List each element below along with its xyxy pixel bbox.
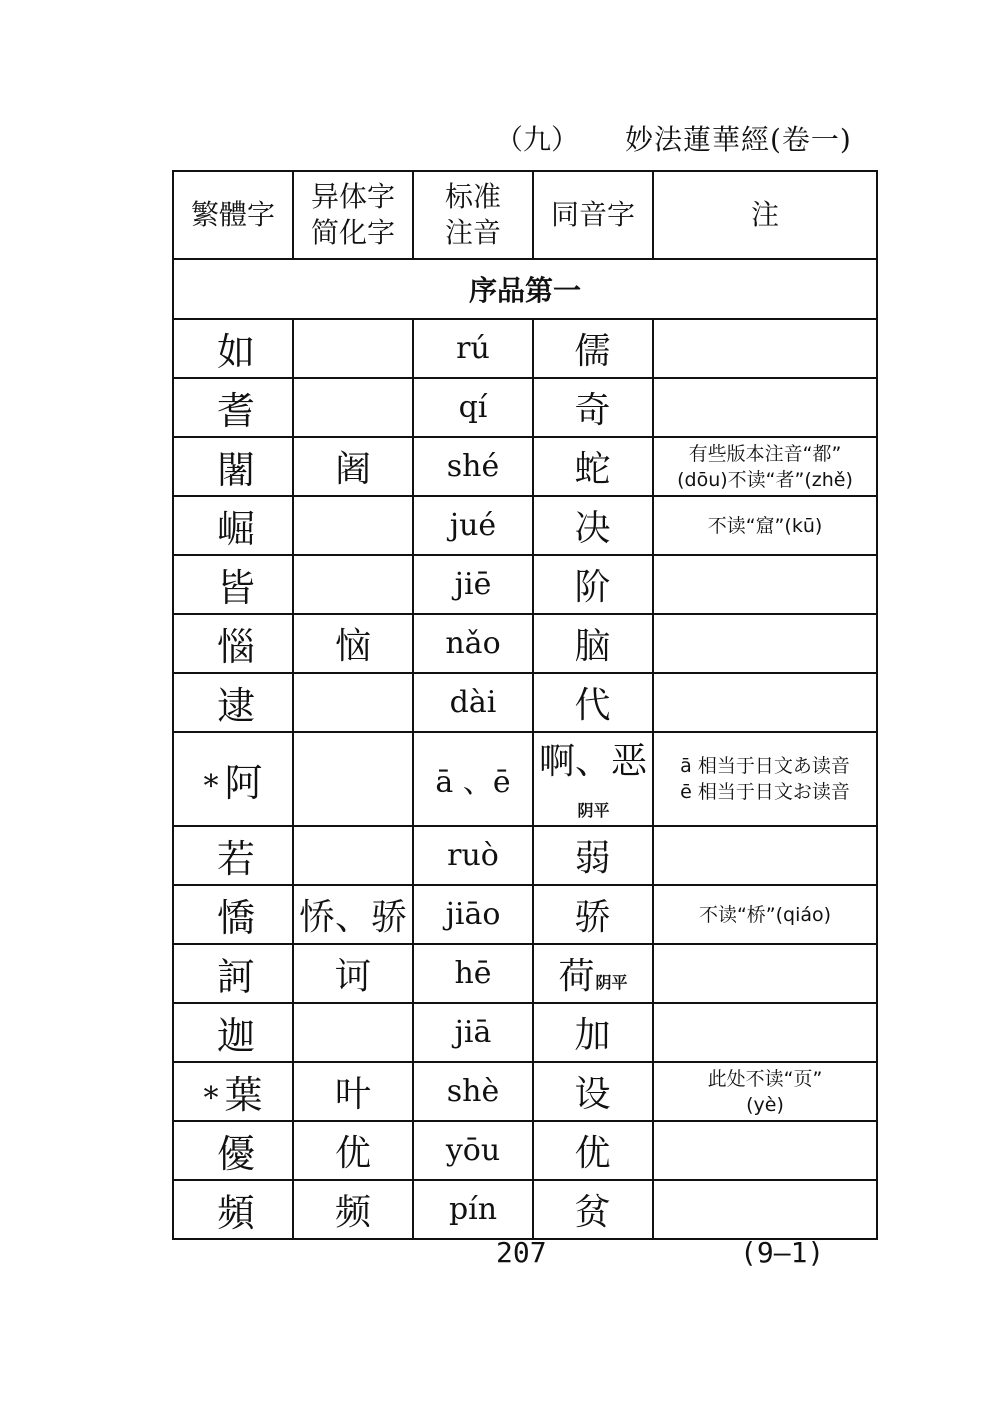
homophone-char: 啊、恶 bbox=[538, 741, 647, 782]
variant-cell bbox=[293, 1003, 413, 1062]
note-cell bbox=[653, 319, 877, 378]
homophone-cell bbox=[533, 944, 653, 1003]
homophone-char: 设 bbox=[574, 1074, 611, 1115]
homophone-char: 贫 bbox=[574, 1192, 611, 1233]
traditional-cell bbox=[173, 496, 293, 555]
pinyin-text: jiāo bbox=[445, 897, 501, 932]
variant-cell bbox=[293, 1180, 413, 1239]
table-row bbox=[173, 319, 877, 378]
note-text: 不读“窟”(kū) bbox=[707, 514, 823, 537]
variant-char: 㤭、骄 bbox=[298, 897, 407, 938]
table-row bbox=[173, 944, 877, 1003]
homophone-char: 荷 bbox=[558, 956, 595, 997]
note-cell bbox=[653, 555, 877, 614]
homophone-char: 蛇 bbox=[574, 449, 611, 490]
homophone-char: 优 bbox=[574, 1133, 611, 1174]
pinyin-text: nǎo bbox=[445, 626, 501, 661]
pronunciation-table bbox=[172, 170, 878, 1240]
note-cell bbox=[653, 496, 877, 555]
variant-cell bbox=[293, 319, 413, 378]
homophone-cell bbox=[533, 732, 653, 826]
note-text: 此处不读“页” (yè) bbox=[707, 1067, 823, 1116]
pinyin-cell bbox=[413, 826, 533, 885]
note-text: ā 相当于日文あ读音 ē 相当于日文お读音 bbox=[680, 755, 850, 803]
note-cell bbox=[653, 732, 877, 826]
traditional-char: 惱 bbox=[216, 625, 255, 669]
pinyin-cell bbox=[413, 555, 533, 614]
traditional-cell bbox=[173, 319, 293, 378]
variant-cell bbox=[293, 1062, 413, 1121]
traditional-char: 若 bbox=[216, 837, 255, 881]
variant-char: 恼 bbox=[334, 626, 371, 667]
variant-char: 叶 bbox=[334, 1074, 371, 1115]
traditional-cell bbox=[173, 885, 293, 944]
note-cell bbox=[653, 944, 877, 1003]
traditional-char: 逮 bbox=[216, 684, 255, 728]
variant-char: 诃 bbox=[334, 956, 371, 997]
note-cell bbox=[653, 614, 877, 673]
homophone-char: 儒 bbox=[574, 331, 611, 372]
traditional-char: 葉 bbox=[224, 1073, 263, 1117]
traditional-cell bbox=[173, 1003, 293, 1062]
note-cell bbox=[653, 1062, 877, 1121]
traditional-char: 皆 bbox=[216, 566, 255, 610]
page-number: 207 bbox=[496, 1236, 547, 1269]
homophone-cell bbox=[533, 826, 653, 885]
star-marker: * bbox=[203, 1081, 219, 1116]
section-number: （九） bbox=[495, 123, 580, 156]
pinyin-cell bbox=[413, 944, 533, 1003]
table-row bbox=[173, 673, 877, 732]
note-cell bbox=[653, 437, 877, 496]
homophone-char: 加 bbox=[574, 1015, 611, 1056]
traditional-cell bbox=[173, 1062, 293, 1121]
note-cell bbox=[653, 885, 877, 944]
variant-cell bbox=[293, 496, 413, 555]
homophone-cell bbox=[533, 555, 653, 614]
table-row bbox=[173, 885, 877, 944]
table-row bbox=[173, 614, 877, 673]
variant-char: 频 bbox=[334, 1192, 371, 1233]
pinyin-cell bbox=[413, 673, 533, 732]
homophone-char: 奇 bbox=[574, 390, 611, 431]
note-cell bbox=[653, 673, 877, 732]
homophone-char: 代 bbox=[574, 685, 611, 726]
pinyin-text: jiā bbox=[454, 1015, 492, 1050]
traditional-cell bbox=[173, 1121, 293, 1180]
homophone-cell bbox=[533, 1180, 653, 1239]
note-cell bbox=[653, 1003, 877, 1062]
variant-cell bbox=[293, 378, 413, 437]
pinyin-text: qí bbox=[458, 390, 488, 425]
variant-cell bbox=[293, 944, 413, 1003]
note-text: 有些版本注音“都” (dōu)不读“者”(zhě) bbox=[677, 442, 853, 491]
pinyin-cell bbox=[413, 1062, 533, 1121]
page-header bbox=[0, 118, 992, 158]
pinyin-text: shè bbox=[446, 1074, 500, 1109]
homophone-cell bbox=[533, 614, 653, 673]
homophone-char: 决 bbox=[574, 508, 611, 549]
pinyin-cell bbox=[413, 614, 533, 673]
traditional-cell bbox=[173, 1180, 293, 1239]
pinyin-text: jiē bbox=[454, 567, 492, 602]
homophone-cell bbox=[533, 319, 653, 378]
note-text: 不读“桥”(qiáo) bbox=[698, 903, 832, 926]
traditional-char: 憍 bbox=[216, 896, 255, 940]
table-row bbox=[173, 1121, 877, 1180]
homophone-cell bbox=[533, 885, 653, 944]
table-row bbox=[173, 1062, 877, 1121]
note-cell bbox=[653, 1180, 877, 1239]
traditional-char: 如 bbox=[216, 330, 255, 374]
table-row bbox=[173, 555, 877, 614]
pinyin-text: ā 、ē bbox=[435, 765, 511, 800]
traditional-char: 迦 bbox=[216, 1014, 255, 1058]
column-header: 同音字 bbox=[533, 171, 653, 259]
column-header: 标准 注音 bbox=[413, 171, 533, 259]
tone-note: 阴平 bbox=[577, 801, 610, 820]
pinyin-cell bbox=[413, 1121, 533, 1180]
column-header: 注 bbox=[653, 171, 877, 259]
section-heading: 序品第一 bbox=[173, 259, 877, 319]
variant-cell bbox=[293, 437, 413, 496]
homophone-cell bbox=[533, 378, 653, 437]
page-code: (9—1) bbox=[740, 1236, 825, 1269]
homophone-cell bbox=[533, 1003, 653, 1062]
homophone-cell bbox=[533, 673, 653, 732]
traditional-char: 頻 bbox=[216, 1191, 255, 1235]
pinyin-text: ruò bbox=[447, 838, 499, 873]
table-row bbox=[173, 826, 877, 885]
homophone-char: 骄 bbox=[574, 897, 611, 938]
table-header-row bbox=[173, 171, 877, 259]
variant-cell bbox=[293, 826, 413, 885]
homophone-cell bbox=[533, 1121, 653, 1180]
pinyin-text: yōu bbox=[445, 1133, 501, 1168]
homophone-char: 弱 bbox=[574, 838, 611, 879]
column-header: 繁體字 bbox=[173, 171, 293, 259]
pinyin-text: hē bbox=[454, 956, 492, 991]
traditional-char: 耆 bbox=[216, 389, 255, 433]
star-marker: * bbox=[203, 768, 219, 804]
traditional-char: 優 bbox=[216, 1132, 255, 1176]
traditional-cell bbox=[173, 673, 293, 732]
traditional-cell bbox=[173, 944, 293, 1003]
traditional-cell bbox=[173, 555, 293, 614]
scripture-title: 妙法蓮華經(卷一) bbox=[625, 123, 852, 156]
pinyin-cell bbox=[413, 1003, 533, 1062]
pinyin-cell bbox=[413, 437, 533, 496]
variant-char: 优 bbox=[334, 1133, 371, 1174]
pinyin-cell bbox=[413, 378, 533, 437]
pinyin-cell bbox=[413, 319, 533, 378]
tone-note: 阴平 bbox=[595, 973, 628, 992]
variant-char: 阇 bbox=[334, 449, 371, 490]
traditional-char: 闍 bbox=[216, 448, 255, 492]
traditional-cell bbox=[173, 826, 293, 885]
table-row bbox=[173, 732, 877, 826]
section-heading-row bbox=[173, 259, 877, 319]
pinyin-text: rú bbox=[456, 331, 490, 366]
variant-cell bbox=[293, 673, 413, 732]
homophone-char: 脑 bbox=[574, 626, 611, 667]
note-cell bbox=[653, 1121, 877, 1180]
traditional-char: 崛 bbox=[216, 507, 255, 551]
pinyin-cell bbox=[413, 885, 533, 944]
variant-cell bbox=[293, 885, 413, 944]
pinyin-cell bbox=[413, 732, 533, 826]
traditional-char: 阿 bbox=[224, 760, 263, 805]
pinyin-cell bbox=[413, 1180, 533, 1239]
traditional-char: 訶 bbox=[216, 955, 255, 999]
variant-cell bbox=[293, 732, 413, 826]
table-row bbox=[173, 1003, 877, 1062]
pinyin-text: shé bbox=[446, 449, 500, 484]
note-cell bbox=[653, 378, 877, 437]
homophone-cell bbox=[533, 496, 653, 555]
traditional-cell bbox=[173, 614, 293, 673]
traditional-cell bbox=[173, 732, 293, 826]
table-row bbox=[173, 1180, 877, 1239]
table-row bbox=[173, 496, 877, 555]
homophone-cell bbox=[533, 1062, 653, 1121]
table-row bbox=[173, 437, 877, 496]
traditional-cell bbox=[173, 378, 293, 437]
pinyin-text: dài bbox=[449, 685, 497, 720]
pinyin-text: pín bbox=[448, 1192, 498, 1227]
homophone-char: 阶 bbox=[574, 567, 611, 608]
variant-cell bbox=[293, 1121, 413, 1180]
variant-cell bbox=[293, 614, 413, 673]
variant-cell bbox=[293, 555, 413, 614]
table-row bbox=[173, 378, 877, 437]
column-header: 异体字 简化字 bbox=[293, 171, 413, 259]
pinyin-cell bbox=[413, 496, 533, 555]
traditional-cell bbox=[173, 437, 293, 496]
pinyin-text: jué bbox=[449, 508, 497, 543]
note-cell bbox=[653, 826, 877, 885]
homophone-cell bbox=[533, 437, 653, 496]
